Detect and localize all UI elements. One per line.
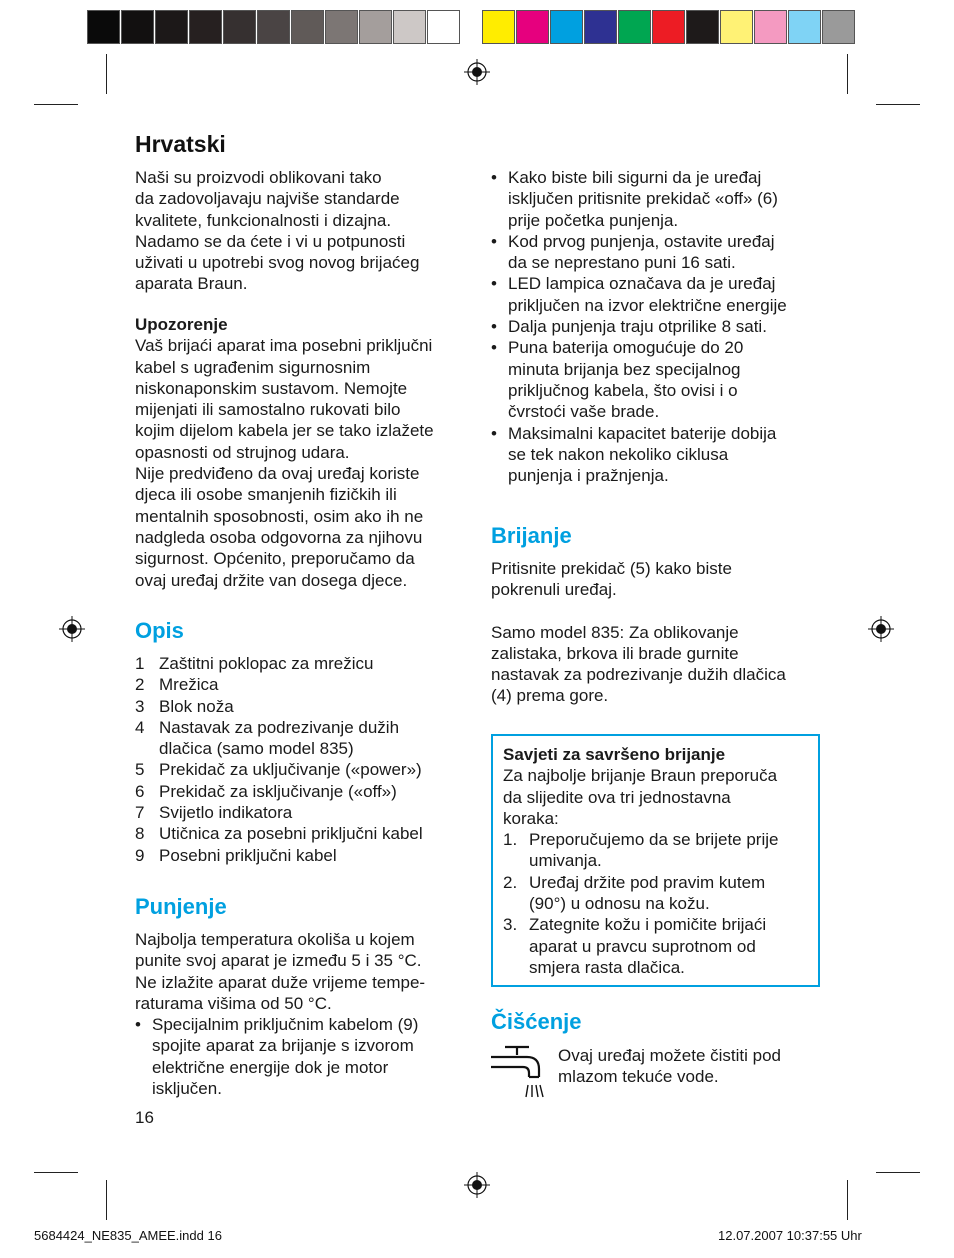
text-line: uživati u upotrebi svog novog brijaćeg	[135, 253, 420, 273]
item-text: Nastavak za podrezivanje dužih	[159, 717, 400, 737]
step-number: 1.	[503, 830, 518, 850]
bullet-text: • Kod prvog punjenja, ostavite uređaj	[508, 231, 775, 251]
charging-notes	[491, 167, 831, 486]
text-line: Za najbolje brijanje Braun preporuča	[503, 766, 778, 786]
text-line: raturama višima od 50 °C.	[135, 993, 332, 1013]
brijanje-paragraph-1	[491, 558, 831, 601]
color-swatch	[223, 10, 256, 44]
color-swatch	[822, 10, 855, 44]
list-item	[135, 802, 475, 823]
text-line: ovaj uređaj držite van dosega djece.	[135, 570, 408, 590]
bullet-text: čvrstoći vaše brade.	[508, 402, 660, 422]
text-line: aparata Braun.	[135, 274, 248, 294]
bullet-text: • Dalja punjenja traju otprilike 8 sati.	[508, 317, 767, 337]
color-swatch	[291, 10, 324, 44]
item-number: 4	[135, 717, 145, 737]
text-line: djeca ili osobe smanjenih fizičkih ili	[135, 485, 397, 505]
list-item	[135, 759, 475, 780]
color-swatch	[359, 10, 392, 44]
list-item	[135, 674, 475, 695]
item-number: 7	[135, 803, 145, 823]
item-text: Utičnica za posebni priključni kabel	[159, 824, 423, 844]
text-line: Samo model 835: Za oblikovanje	[491, 622, 739, 642]
color-swatch	[482, 10, 515, 44]
text-line: da slijedite ova tri jednostavna	[503, 787, 731, 807]
warning-section	[135, 314, 475, 591]
bullet-text: spojite aparat za brijanje s izvorom	[152, 1036, 414, 1056]
text-line: sigurnost. Općenito, preporučamo da	[135, 549, 415, 569]
step-text: smjera rasta dlačica.	[529, 957, 685, 977]
color-swatch	[720, 10, 753, 44]
text-line: kvalitete, funkcionalnosti i dizajna.	[135, 210, 392, 230]
item-text: Prekidač za uključivanje («power»)	[159, 760, 422, 780]
item-text: Svijetlo indikatora	[159, 803, 293, 823]
process-color-bar	[482, 10, 856, 46]
list-item	[135, 845, 475, 866]
text-line: Pritisnite prekidač (5) kako biste	[491, 559, 732, 578]
bullet-text: isključen.	[152, 1079, 222, 1099]
tips-intro	[503, 765, 808, 829]
bullet-text: • Kako biste bili sigurni da je uređaj	[508, 168, 762, 187]
text-line: pokrenuli uređaj.	[491, 580, 617, 600]
page-title: Hrvatski	[135, 131, 226, 157]
text-line: kabel s ugrađenim sigurnosnim	[135, 357, 371, 377]
crop-mark	[876, 1172, 920, 1173]
bullet-text: da se neprestano puni 16 sati.	[508, 253, 736, 273]
item-number: 8	[135, 824, 145, 844]
color-swatch	[257, 10, 290, 44]
crop-mark	[847, 1180, 848, 1220]
bullet-text: • Maksimalni kapacitet baterije dobija	[508, 423, 777, 443]
step-text: Zategnite kožu i pomičite brijaći	[529, 915, 767, 935]
step-text: Preporučujemo da se brijete prije	[529, 830, 779, 850]
text-line: Vaš brijaći aparat ima posebni priključni	[135, 336, 433, 356]
ciscenje-text	[558, 1045, 838, 1088]
color-swatch	[618, 10, 651, 44]
punjenje-heading: Punjenje	[135, 894, 227, 919]
bullet-text: • Puna baterija omogućuje do 20	[508, 338, 744, 358]
step-text: Uređaj držite pod pravim kutem	[529, 872, 766, 892]
text-line: opasnosti od strujnog udara.	[135, 442, 350, 462]
text-line: kojim dijelom kabela jer se tako izlažete	[135, 421, 434, 441]
item-text: Posebni priključni kabel	[159, 845, 337, 865]
registration-mark-icon	[868, 616, 894, 642]
list-item	[135, 696, 475, 717]
item-number: 3	[135, 696, 145, 716]
item-number: 5	[135, 760, 145, 780]
text-line: mlazom tekuće vode.	[558, 1067, 719, 1087]
item-text: Blok noža	[159, 696, 234, 716]
brijanje-paragraph-2	[491, 622, 831, 707]
color-swatch	[393, 10, 426, 44]
punjenje-section	[135, 929, 475, 1099]
list-item	[135, 653, 475, 674]
footer-file-info: 5684424_NE835_AMEE.indd 16	[34, 1228, 222, 1243]
punjenje-text	[135, 929, 475, 1014]
bullet-item	[491, 316, 831, 337]
item-text: dlačica (samo model 835)	[159, 739, 354, 759]
bullet-text: se tek nakon nekoliko ciklusa	[508, 444, 729, 464]
step-text: aparat u pravcu suprotnom od	[529, 936, 756, 956]
list-item	[135, 781, 475, 802]
bullet-text: punjenja i pražnjenja.	[508, 466, 669, 486]
crop-mark	[876, 104, 920, 105]
grayscale-color-bar	[87, 10, 461, 46]
crop-mark	[34, 1172, 78, 1173]
list-item	[135, 823, 475, 844]
crop-mark	[34, 104, 78, 105]
text-line: mijenjati ili samostalno rukovati bilo	[135, 400, 401, 420]
bullet-text: • LED lampica označava da je uređaj	[508, 274, 776, 294]
text-line: Najbolja temperatura okoliša u kojem	[135, 930, 415, 949]
color-swatch	[516, 10, 549, 44]
step-number: 2.	[503, 872, 518, 892]
item-text: Zaštitni poklopac za mrežicu	[159, 654, 374, 673]
color-swatch	[87, 10, 120, 44]
item-text: Mrežica	[159, 675, 219, 695]
opis-heading: Opis	[135, 618, 184, 643]
step-text: umivanja.	[529, 851, 602, 871]
bullet-item	[491, 423, 831, 487]
parts-list	[135, 653, 475, 866]
tip-step	[503, 914, 808, 978]
crop-mark	[106, 54, 107, 94]
step-number: 3.	[503, 915, 518, 935]
text-line: Nije predviđeno da ovaj uređaj koriste	[135, 464, 420, 484]
warning-text	[135, 335, 475, 591]
text-line: zalistaka, brkova ili brade gurnite	[491, 643, 739, 663]
item-number: 9	[135, 845, 145, 865]
text-line: da zadovoljavaju najviše standarde	[135, 189, 400, 209]
bullet-text: isključen pritisnite prekidač «off» (6)	[508, 189, 778, 209]
registration-mark-icon	[464, 1172, 490, 1198]
footer-timestamp: 12.07.2007 10:37:55 Uhr	[718, 1228, 862, 1243]
brijanje-section	[491, 558, 831, 707]
brijanje-heading: Brijanje	[491, 523, 572, 548]
color-swatch	[584, 10, 617, 44]
bullet-text: električne energije dok je motor	[152, 1057, 389, 1077]
color-swatch	[189, 10, 222, 44]
item-number: 6	[135, 781, 145, 801]
text-line: punite svoj aparat je između 5 i 35 °C.	[135, 951, 422, 971]
tip-step	[503, 829, 808, 872]
step-text: (90°) u odnosu na kožu.	[529, 894, 710, 914]
page-number: 16	[135, 1108, 154, 1127]
bullet-text: priključnog kabela, što ovisi i o	[508, 380, 738, 400]
text-line: nastavak za podrezivanje dužih dlačica	[491, 665, 786, 685]
color-swatch	[121, 10, 154, 44]
bullet-text: prije početka punjenja.	[508, 210, 679, 230]
text-line: Ne izlažite aparat duže vrijeme tempe-	[135, 972, 426, 992]
warning-heading: Upozorenje	[135, 315, 228, 334]
item-number: 2	[135, 675, 145, 695]
bullet-text: minuta brijanja bez specijalnog	[508, 359, 741, 379]
color-swatch	[427, 10, 460, 44]
crop-mark	[106, 1180, 107, 1220]
color-swatch	[754, 10, 787, 44]
text-line: (4) prema gore.	[491, 686, 609, 706]
crop-mark	[847, 54, 848, 94]
text-line: koraka:	[503, 808, 559, 828]
bullet-item	[135, 1014, 475, 1099]
water-tap-icon	[491, 1045, 547, 1099]
text-line: Nadamo se da ćete i vi u potpunosti	[135, 231, 406, 251]
registration-mark-icon	[464, 59, 490, 85]
bullet-item	[491, 273, 831, 316]
text-line: Naši su proizvodi oblikovani tako	[135, 168, 382, 187]
bullet-text: priključen na izvor električne energije	[508, 295, 787, 315]
color-swatch	[325, 10, 358, 44]
item-number: 1	[135, 654, 145, 673]
intro-paragraph	[135, 167, 475, 295]
bullet-item	[491, 337, 831, 422]
bullet-item	[491, 167, 831, 231]
item-text: Prekidač za isključivanje («off»)	[159, 781, 397, 801]
text-line: nadgleda osoba odgovorna za njihovu	[135, 527, 423, 547]
text-line: Ovaj uređaj možete čistiti pod	[558, 1046, 781, 1065]
tips-box	[491, 734, 820, 987]
tips-heading: Savjeti za savršeno brijanje	[503, 745, 726, 764]
tip-step	[503, 872, 808, 915]
color-swatch	[652, 10, 685, 44]
text-line: niskonaponskim sustavom. Nemojte	[135, 378, 408, 398]
color-swatch	[788, 10, 821, 44]
bullet-text: • Specijalnim priključnim kabelom (9)	[152, 1015, 419, 1035]
registration-mark-icon	[59, 616, 85, 642]
ciscenje-heading: Čišćenje	[491, 1009, 582, 1034]
color-swatch	[686, 10, 719, 44]
bullet-item	[491, 231, 831, 274]
color-swatch	[155, 10, 188, 44]
color-swatch	[550, 10, 583, 44]
text-line: mentalnih sposobnosti, osim ako ih ne	[135, 506, 424, 526]
list-item	[135, 717, 475, 760]
